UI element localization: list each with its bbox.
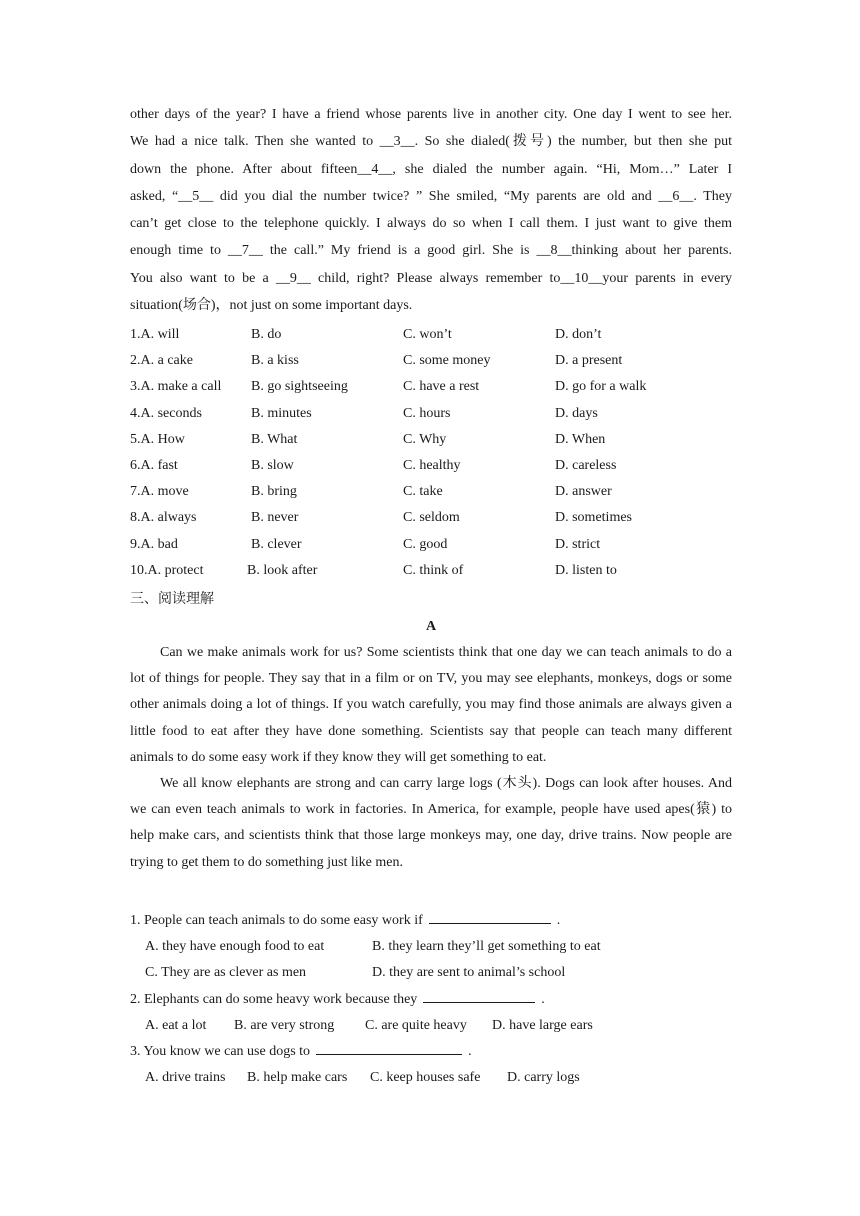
answer-option: C. They are as clever as men [145, 965, 307, 981]
answer-blank [316, 1040, 462, 1055]
option-d: D. sometimes [555, 510, 632, 526]
option-d: D. days [555, 405, 598, 421]
option-a: 5.A. How [130, 431, 185, 447]
option-row [130, 479, 740, 505]
option-b: B. go sightseeing [251, 379, 348, 395]
reading-passage [130, 640, 732, 876]
reading-paragraph: Can we make animals work for us? Some scientists think that one day we can teach animals to do a lot of things for people. They say that in a film or on TV, you may see elephants, monkeys, dogs or some other animals doing a lot of things. If you watch carefully, you may find those animals are always given a little food to eat after they have done something. Scientists say that people can teach many different animals to do some easy work if they know they will get something to eat. [130, 645, 732, 765]
option-a: 2.A. a cake [130, 353, 193, 369]
option-d: D. don’t [555, 327, 602, 342]
option-row [130, 427, 740, 453]
option-d: D. careless [555, 457, 617, 473]
option-d: D. strict [555, 536, 601, 552]
option-d: D. go for a walk [555, 379, 647, 395]
answer-row [130, 934, 740, 960]
question-text: 3. You know we can use dogs to [130, 1043, 311, 1059]
option-b: B. bring [251, 484, 297, 500]
answer-option: A. eat a lot [145, 1017, 207, 1033]
answer-blank [429, 909, 551, 924]
option-c: C. have a rest [403, 379, 480, 395]
question-end: . [541, 991, 545, 1007]
answer-option: D. carry logs [507, 1070, 580, 1086]
option-b: B. do [251, 327, 282, 342]
answer-option: A. they have enough food to eat [145, 939, 325, 955]
passage-line: We had a nice talk. Then she wanted to __3__. So she dialed(拨号) the number, but then she put [130, 134, 732, 150]
answer-option: C. keep houses safe [370, 1070, 481, 1086]
passage-line: You also want to be a __9__ child, right? Please always remember to__10__your parents in every [130, 270, 732, 286]
question-end: . [468, 1043, 472, 1059]
option-d: D. answer [555, 484, 612, 500]
reading-questions [130, 908, 740, 1091]
option-a: 6.A. fast [130, 457, 178, 473]
option-b: B. What [251, 431, 298, 447]
option-b: B. slow [251, 457, 294, 473]
question-stem [130, 987, 740, 1013]
passage-line: down the phone. After about fifteen__4__, she dialed the number again. “Hi, Mom…” Later I [130, 161, 732, 177]
passage-line: situation(场合)，not just on some important days. [130, 298, 413, 314]
answer-row [130, 960, 740, 986]
reading-paragraph: We all know elephants are strong and can carry large logs (木头). Dogs can look after houses. And we can even teach animals to work in factories. In America, for example, people have used apes(猿) to help make cars, and scientists think that those large monkeys may, one day, drive trains. Now people are trying to get them to do something just like men. [130, 776, 732, 870]
question-stem [130, 908, 740, 934]
option-b: B. look after [247, 562, 318, 578]
option-d: D. When [555, 431, 606, 447]
option-a: 1.A. will [130, 327, 180, 342]
section-title: 三、阅读理解 [130, 591, 214, 607]
answer-row [130, 1013, 740, 1039]
answer-option: B. are very strong [234, 1017, 335, 1033]
option-row [130, 532, 740, 558]
option-c: C. healthy [403, 457, 461, 473]
option-row [130, 374, 740, 400]
option-a: 8.A. always [130, 510, 197, 526]
answer-option: B. help make cars [247, 1070, 348, 1086]
answer-option: D. they are sent to animal’s school [372, 965, 566, 981]
option-c: C. hours [403, 405, 451, 421]
question-stem [130, 1039, 740, 1065]
passage-line: other days of the year? I have a friend whose parents live in another city. One day I went to see her. [130, 107, 732, 122]
option-b: B. clever [251, 536, 302, 552]
question-text: 1. People can teach animals to do some easy work if [130, 913, 423, 928]
option-c: C. take [403, 484, 443, 500]
option-c: C. Why [403, 431, 447, 447]
option-d: D. a present [555, 353, 623, 369]
option-d: D. listen to [555, 562, 617, 578]
answer-option: B. they learn they’ll get something to eat [372, 939, 601, 955]
option-row [130, 453, 740, 479]
answer-option: D. have large ears [492, 1017, 593, 1033]
option-c: C. some money [403, 353, 491, 369]
passage-line: enough time to __7__ the call.” My friend is a good girl. She is __8__thinking about her parents. [130, 243, 732, 259]
option-row [130, 401, 740, 427]
option-c: C. seldom [403, 510, 460, 526]
answer-option: C. are quite heavy [365, 1017, 467, 1033]
option-row [130, 348, 740, 374]
option-a: 10.A. protect [130, 562, 204, 578]
option-row [130, 322, 740, 348]
option-c: C. think of [403, 562, 464, 578]
option-a: 3.A. make a call [130, 379, 222, 395]
option-row [130, 558, 740, 584]
option-c: C. won’t [403, 327, 452, 342]
option-a: 9.A. bad [130, 536, 178, 552]
option-b: B. never [251, 510, 299, 526]
question-end: . [556, 913, 561, 928]
passage-line: asked, “__5__ did you dial the number twice? ” She smiled, “My parents are old and __6__. They [130, 188, 732, 204]
answer-option: A. drive trains [145, 1070, 226, 1086]
cloze-options [130, 322, 740, 584]
answer-row [130, 1065, 740, 1091]
passage-line: can’t get close to the telephone quickly. I always do so when I call them. I just want to give them [130, 216, 732, 232]
option-c: C. good [403, 536, 448, 552]
answer-blank [423, 988, 535, 1003]
passage-heading: A [425, 619, 437, 634]
option-a: 7.A. move [130, 484, 189, 500]
option-a: 4.A. seconds [130, 405, 202, 421]
cloze-passage [130, 101, 732, 319]
option-row [130, 505, 740, 531]
option-b: B. minutes [251, 405, 312, 421]
option-b: B. a kiss [251, 353, 299, 369]
question-text: 2. Elephants can do some heavy work because they [130, 991, 418, 1007]
